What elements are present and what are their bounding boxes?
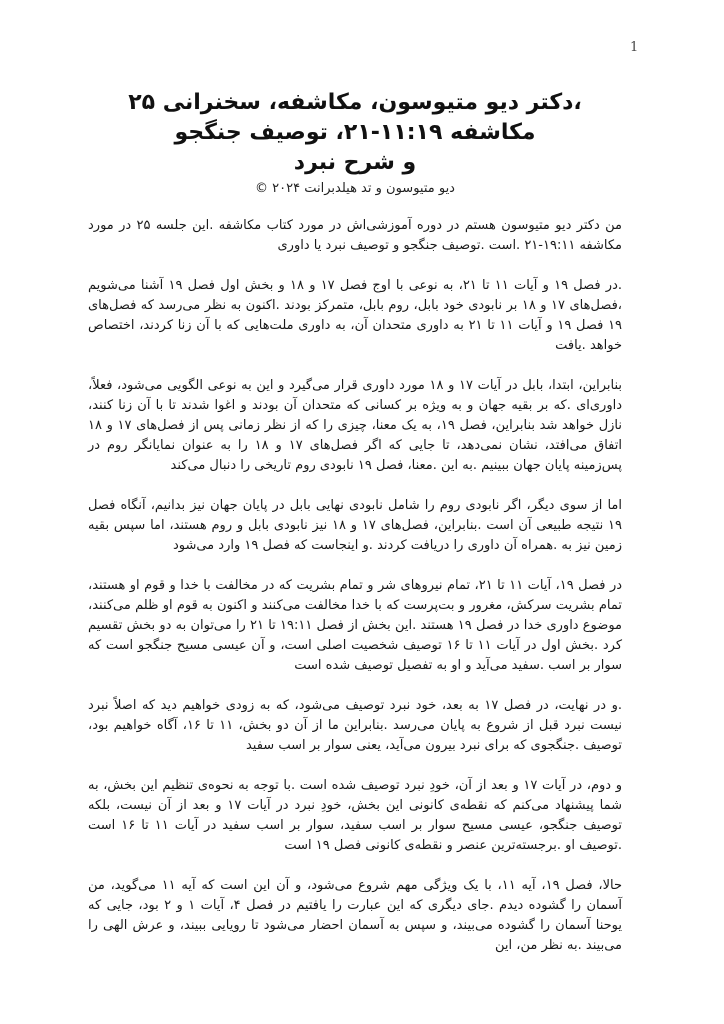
paragraph: .و در نهایت، در فصل ۱۷ به بعد، خود نبرد توصیف می‌شود، که به زودی خواهیم دید که اصلاً نبرد نیست نبرد قبل از شروع به پایان می‌رسد .بنابراین ما از آن دو بخش، ۱۱ تا ۱۶، آگاه خواهیم بود، توصیف .جنگجوی که برای نبرد بیرون می‌آید، یعنی سوار بر اسب سفید — [88, 698, 623, 753]
document-body — [88, 216, 622, 976]
paragraph: من دکتر دیو متیوسون هستم در دوره آموزشی‌اش در مورد کتاب مکاشفه .این جلسه ۲۵ در مورد مکاشفه ۱۹:۱۱-۲۱ .است .توصیف جنگجو و توصیف نبرد یا داوری — [88, 218, 622, 253]
title-line-2: مکاشفه ۱۱:۱۹-۲۱، توصیف جنگجو — [174, 120, 536, 145]
title-line-1: ،دکتر دیو متیوسون، مکاشفه، سخنرانی ۲۵ — [128, 90, 582, 115]
paragraph: بنابراین، ابتدا، بابل در آیات ۱۷ و ۱۸ مورد داوری قرار می‌گیرد و این به نوعی الگویی می‌شود، فعلاً، داوری‌ای .که بر بقیه جهان و به ویژه بر کسانی که متحدان آن بودند و اغوا شدند تا با آن زنا کنند، نازل خواهد شد بنابراین، فصل ۱۹، به یک معنا، چیزی را که از نظر زمانی پس از فصل‌های ۱۷ و ۱۸ اتفاق می‌افتد، نشان نمی‌دهد، تا جایی که اگر فصل‌های ۱۷ و ۱۸ را به عنوان نمایانگر روم در پس‌زمینه پایان جهان ببینیم .به این .معنا، فصل ۱۹ نابودی روم تاریخی را دنبال می‌کند — [88, 378, 622, 473]
paragraph: حالا، فصل ۱۹، آیه ۱۱، با یک ویژگی مهم شروع می‌شود، و آن این است که آیه ۱۱ می‌گوید، من آسمان را گشوده دیدم .جای دیگری که این عبارت را یافتیم در فصل ۴، آیات ۱ و ۲ بود، جایی که یوحنا آسمان را گشوده می‌بیند، و سپس به آسمان احضار می‌شود تا رویایی ببیند، و عرش الهی را می‌بیند .به نظر من، این — [88, 878, 623, 953]
page-number: 1 — [630, 40, 639, 55]
paragraph: و دوم، در آیات ۱۷ و بعد از آن، خودِ نبرد توصیف شده است .با توجه به نحوه‌ی تنظیم این بخش، به شما پیشنهاد می‌کنم که نقطه‌ی کانونی این بخش، خودِ نبرد در آیات ۱۷ و بعد از آن نیست، بلکه توصیف جنگجو، عیسی مسیح سوار بر اسب سفید، سوار بر اسب سفید در آیات ۱۱ تا ۱۶ است .توصیف او .برجسته‌ترین عنصر و نقطه‌ی کانونی فصل ۱۹ است — [88, 778, 623, 853]
title-block — [88, 88, 622, 199]
paragraph: در فصل ۱۹، آیات ۱۱ تا ۲۱، تمام نیروهای شر و تمام بشریت که در مخالفت با خدا و قوم او هستند، تمام بشریت سرکش، مغرور و بت‌پرست که با خدا مخالفت می‌کنند و اکنون به قوم او ظلم می‌کنند، موضوع داوری خدا در فصل ۱۹ هستند .این بخش از فصل ۱۹:۱۱ تا ۲۱ را می‌توان به دو بخش تقسیم کرد .بخش اول در آیات ۱۱ تا ۱۶ توصیف شخصیت اصلی است، و آن عیسی مسیح جنگجو است که سوار بر اسب .سفید می‌آید و او به تفصیل توصیف شده است — [88, 578, 623, 673]
paragraph: اما از سوی دیگر، اگر نابودی روم را شامل نابودی نهایی بابل در پایان جهان نیز بدانیم، آنگاه فصل ۱۹ نتیجه طبیعی آن است .بنابراین، فصل‌های ۱۷ و ۱۸ نیز نابودی بابل و روم هستند، اما سپس بقیه زمین نیز به .همراه آن داوری را دریافت کردند .و اینجاست که فصل ۱۹ وارد می‌شود — [88, 498, 622, 553]
title-line-3: و شرح نبرد — [293, 150, 417, 175]
byline: دیو متیوسون و تد هیلدبرانت ۲۰۲۴ © — [255, 181, 455, 196]
paragraph: .در فصل ۱۹ و آیات ۱۱ تا ۲۱، به نوعی با اوج فصل ۱۷ و ۱۸ و بخش اول فصل ۱۹ آشنا می‌شویم ،فصل‌های ۱۷ و ۱۸ بر نابودی خود بابل، روم بابل، متمرکز بودند .اکنون به نظر می‌رسد که فصل‌های ۱۹ فصل ۱۹ و آیات ۱۱ تا ۲۱ به داوری متحدان آن، به داوری ملت‌هایی که با آن زنا کردند، اختصاص خواهد .یافت — [88, 278, 623, 353]
